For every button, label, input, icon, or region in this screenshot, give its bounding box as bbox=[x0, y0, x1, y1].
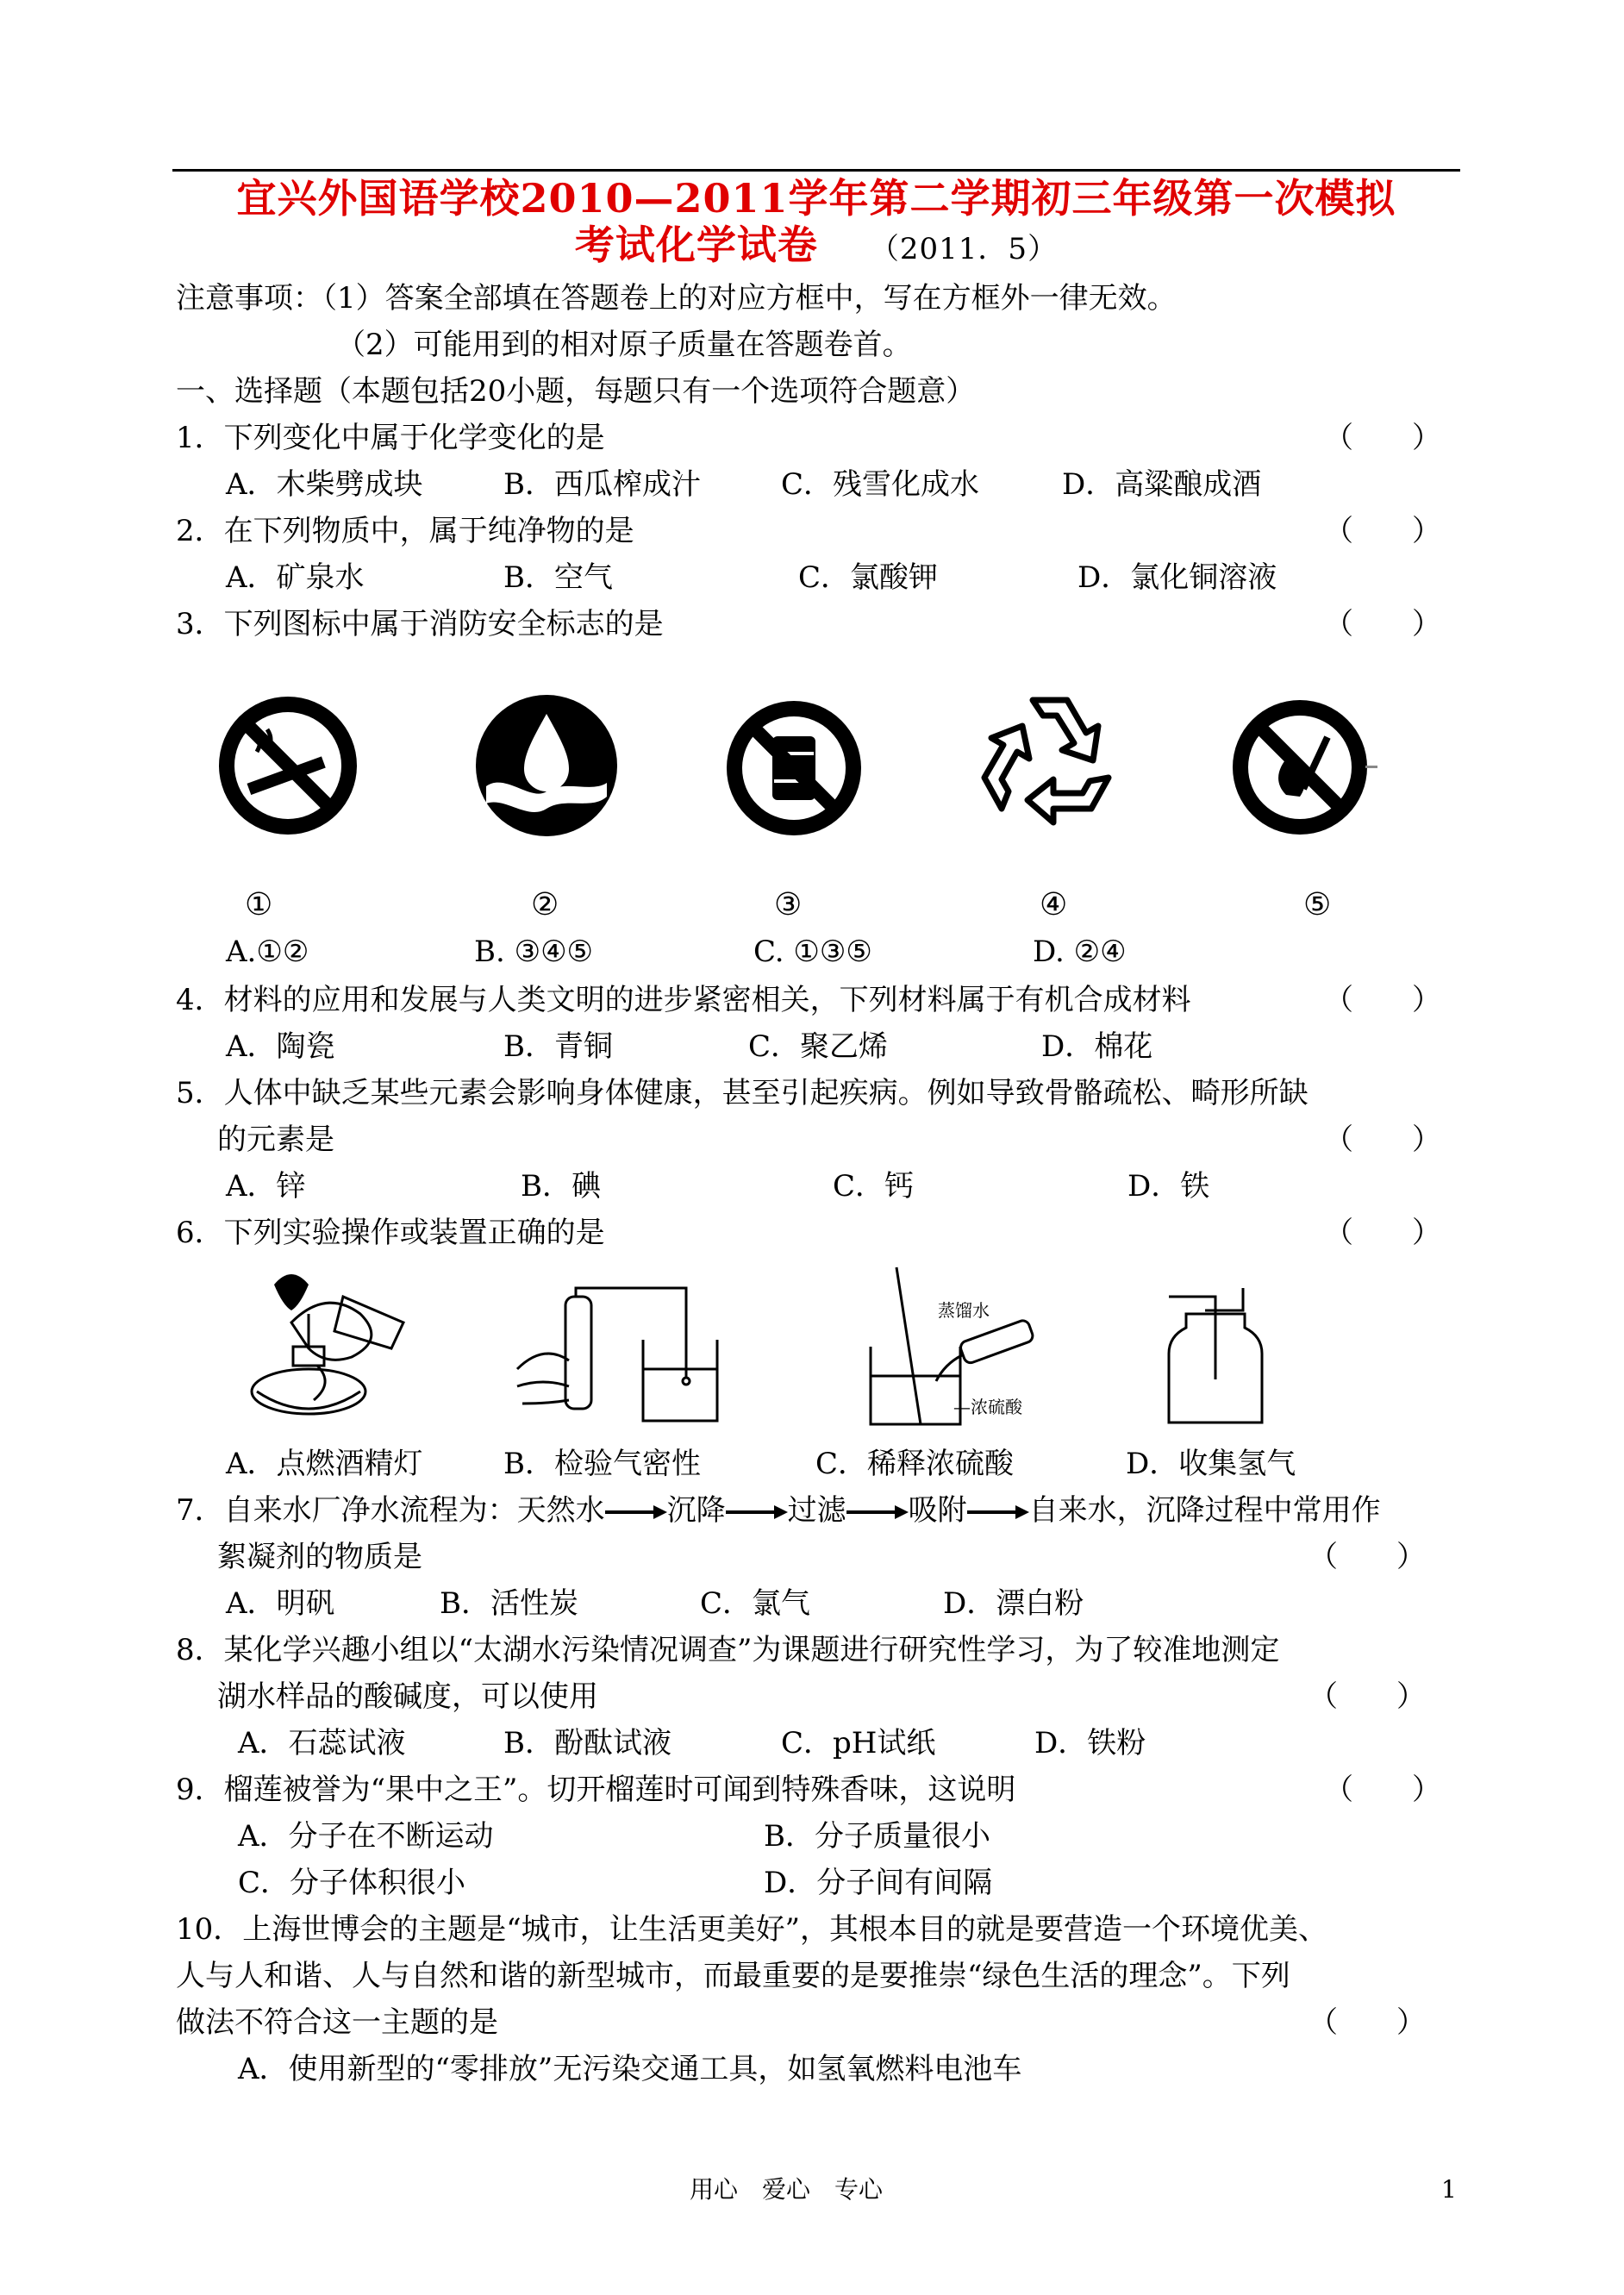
q4-option-a: A．陶瓷 bbox=[226, 1029, 335, 1064]
no-flammable-storage-sign-icon bbox=[721, 695, 867, 841]
q7-answer-blank: （ ） bbox=[1309, 1540, 1426, 1574]
q7-option-d: D．漂白粉 bbox=[943, 1586, 1084, 1621]
no-smoking-sign-icon bbox=[212, 690, 364, 841]
no-open-flame-sign-icon bbox=[1226, 691, 1381, 843]
flow-arrow-icon bbox=[967, 1504, 1029, 1521]
gas-collection-bottle-icon bbox=[1160, 1276, 1274, 1433]
sign-number-1: ① bbox=[245, 887, 273, 922]
q1-option-d: D．高粱酿成酒 bbox=[1062, 467, 1262, 502]
q7-part-tap: 自来水，沉降过程中常用作 bbox=[1028, 1493, 1381, 1528]
q2-option-c: C．氯酸钾 bbox=[798, 560, 939, 595]
q10-stem-line3: 做法不符合这一主题的是 bbox=[176, 2005, 498, 2040]
exam-title-line1: 宜兴外国语学校2010—2011学年第二学期初三年级第一次模拟 bbox=[236, 175, 1396, 222]
q8-answer-blank: （ ） bbox=[1309, 1679, 1426, 1714]
flow-arrow-icon bbox=[846, 1504, 909, 1521]
q3-option-a: A.①② bbox=[226, 935, 309, 969]
q1-option-b: B．西瓜榨成汁 bbox=[503, 467, 701, 502]
q3-option-d: D. ②④ bbox=[1033, 935, 1127, 969]
q9-option-b: B．分子质量很小 bbox=[764, 1819, 990, 1854]
water-saving-sign-icon bbox=[471, 690, 622, 841]
q7-option-a: A．明矾 bbox=[226, 1586, 335, 1621]
q10-answer-blank: （ ） bbox=[1309, 2005, 1426, 2040]
q10-option-a: A．使用新型的“零排放”无污染交通工具，如氢氧燃料电池车 bbox=[238, 2052, 1022, 2086]
q1-answer-blank: （ ） bbox=[1324, 421, 1441, 455]
q1-option-c: C．残雪化成水 bbox=[781, 467, 980, 502]
q6-option-b: B．检验气密性 bbox=[503, 1447, 701, 1481]
q8-stem-line1: 8．某化学兴趣小组以“太湖水污染情况调查”为课题进行研究性学习，为了较准地测定 bbox=[176, 1633, 1280, 1667]
sign-number-3: ③ bbox=[774, 887, 803, 922]
exam-title-text: 考试化学试卷 bbox=[574, 222, 818, 268]
sign-number-2: ② bbox=[531, 887, 559, 922]
q8-option-b: B．酚酞试液 bbox=[503, 1726, 671, 1760]
alcohol-lamp-lighting-icon bbox=[240, 1262, 426, 1431]
q6-option-a: A．点燃酒精灯 bbox=[226, 1447, 423, 1481]
q10-stem-line2: 人与人和谐、人与自然和谐的新型城市，而最重要的是要推崇“绿色生活的理念”。下列 bbox=[176, 1959, 1290, 1993]
q4-option-d: D．棉花 bbox=[1041, 1029, 1153, 1064]
q4-stem: 4．材料的应用和发展与人类文明的进步紧密相关，下列材料属于有机合成材料 bbox=[176, 983, 1191, 1017]
q5-option-c: C．钙 bbox=[833, 1169, 915, 1204]
q2-stem: 2．在下列物质中，属于纯净物的是 bbox=[176, 514, 634, 548]
conc-acid-text: 浓硫酸 bbox=[971, 1397, 1022, 1417]
distilled-water-label: 蒸馏水 bbox=[938, 1300, 990, 1321]
q2-option-d: D．氯化铜溶液 bbox=[1077, 560, 1277, 595]
q9-option-a: A．分子在不断运动 bbox=[238, 1819, 494, 1854]
exam-title-line2 bbox=[172, 219, 1460, 275]
exam-date: （2011．5） bbox=[869, 232, 1059, 266]
q9-option-d: D．分子间有间隔 bbox=[764, 1866, 993, 1900]
q2-answer-blank: （ ） bbox=[1324, 514, 1441, 548]
airtightness-check-icon bbox=[514, 1283, 721, 1429]
q5-option-d: D．铁 bbox=[1127, 1169, 1210, 1204]
q6-option-d: D．收集氢气 bbox=[1126, 1447, 1296, 1481]
q2-option-a: A．矿泉水 bbox=[226, 560, 365, 595]
q8-option-c: C．pH试纸 bbox=[781, 1726, 936, 1760]
q6-stem: 6．下列实验操作或装置正确的是 bbox=[176, 1216, 605, 1250]
q7-part-filter: 过滤 bbox=[787, 1493, 846, 1528]
q7-option-b: B．活性炭 bbox=[440, 1586, 578, 1621]
q7-option-c: C．氯气 bbox=[700, 1586, 811, 1621]
sign-number-4: ④ bbox=[1040, 887, 1068, 922]
q2-option-b: B．空气 bbox=[503, 560, 613, 595]
q3-option-b: B. ③④⑤ bbox=[474, 935, 594, 969]
q8-stem-line2: 湖水样品的酸碱度，可以使用 bbox=[217, 1679, 598, 1714]
q7-part-source: 7．自来水厂净水流程为：天然水 bbox=[176, 1493, 605, 1528]
q1-stem: 1．下列变化中属于化学变化的是 bbox=[176, 421, 605, 455]
q6-option-c: C．稀释浓硫酸 bbox=[815, 1447, 1015, 1481]
q8-option-d: D．铁粉 bbox=[1034, 1726, 1146, 1760]
page-number: 1 bbox=[1441, 2175, 1457, 2204]
conc-acid-label: —浓硫酸 bbox=[953, 1397, 1022, 1417]
q5-answer-blank: （ ） bbox=[1324, 1122, 1441, 1157]
q6-answer-blank: （ ） bbox=[1324, 1216, 1441, 1250]
header-rule bbox=[172, 169, 1460, 172]
q3-answer-blank: （ ） bbox=[1324, 607, 1441, 641]
flow-arrow-icon bbox=[726, 1504, 788, 1521]
q5-stem-line2: 的元素是 bbox=[217, 1122, 334, 1157]
q9-stem: 9．榴莲被誉为“果中之王”。切开榴莲时可闻到特殊香味，这说明 bbox=[176, 1773, 1016, 1807]
q7-part-adsorb: 吸附 bbox=[908, 1493, 967, 1528]
q1-option-a: A．木柴劈成块 bbox=[226, 467, 423, 502]
q9-option-c: C．分子体积很小 bbox=[238, 1866, 466, 1900]
q10-stem-line1: 10．上海世博会的主题是“城市，让生活更美好”，其根本目的就是要营造一个环境优美、 bbox=[176, 1912, 1328, 1947]
q4-option-c: C．聚乙烯 bbox=[748, 1029, 889, 1064]
section-heading: 一、选择题（本题包括20小题，每题只有一个选项符合题意） bbox=[176, 374, 976, 409]
q5-option-b: B．碘 bbox=[521, 1169, 601, 1204]
q3-stem: 3．下列图标中属于消防安全标志的是 bbox=[176, 607, 664, 641]
q5-stem-line1: 5．人体中缺乏某些元素会影响身体健康，甚至引起疾病。例如导致骨骼疏松、畸形所缺 bbox=[176, 1076, 1309, 1110]
q5-option-a: A．锌 bbox=[226, 1169, 306, 1204]
notice-1: 注意事项：（1）答案全部填在答题卷上的对应方框中，写在方框外一律无效。 bbox=[176, 281, 1177, 316]
q8-option-a: A．石蕊试液 bbox=[238, 1726, 406, 1760]
flow-arrow-icon bbox=[605, 1504, 667, 1521]
q7-part-settle: 沉降 bbox=[666, 1493, 726, 1528]
q7-stem-line2: 絮凝剂的物质是 bbox=[217, 1540, 422, 1574]
q4-option-b: B．青铜 bbox=[503, 1029, 613, 1064]
q7-stem-line1 bbox=[176, 1491, 1381, 1529]
q4-answer-blank: （ ） bbox=[1324, 983, 1441, 1017]
sign-number-5: ⑤ bbox=[1303, 887, 1332, 922]
recycle-sign-icon bbox=[972, 683, 1127, 836]
notice-2: （2）可能用到的相对原子质量在答题卷首。 bbox=[336, 328, 912, 362]
q3-option-c: C. ①③⑤ bbox=[753, 935, 872, 969]
q9-answer-blank: （ ） bbox=[1324, 1773, 1441, 1807]
footer-motto: 用心 爱心 专心 bbox=[690, 2175, 884, 2204]
